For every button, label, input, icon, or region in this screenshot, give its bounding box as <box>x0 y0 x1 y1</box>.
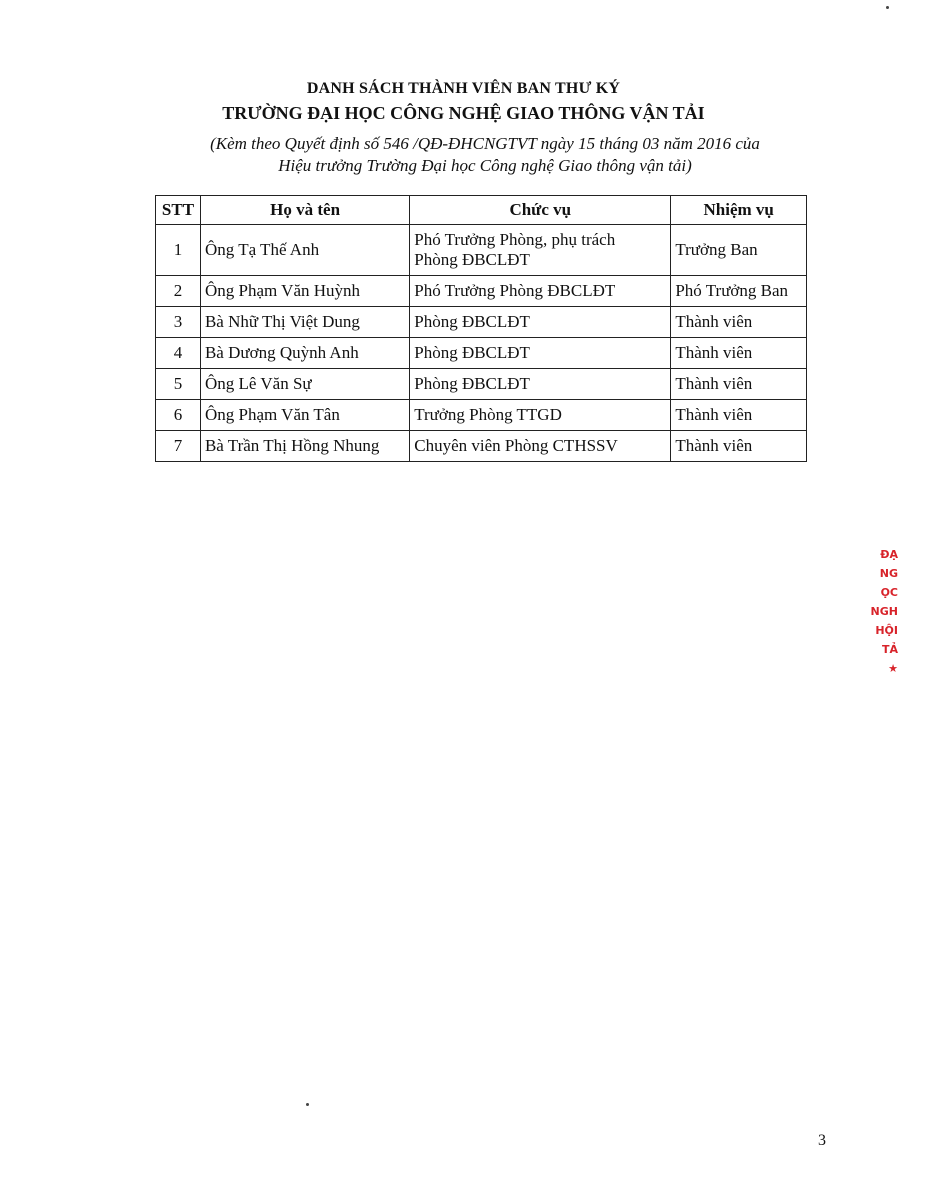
cell-name: Ông Phạm Văn Huỳnh <box>200 276 409 307</box>
cell-name: Bà Dương Quỳnh Anh <box>200 338 409 369</box>
table-row <box>156 307 807 338</box>
cell-duty: Thành viên <box>671 307 807 338</box>
cell-position: Trưởng Phòng TTGD <box>410 400 671 431</box>
header-name: Họ và tên <box>200 196 409 225</box>
cell-stt: 4 <box>156 338 201 369</box>
table-row <box>156 338 807 369</box>
cell-stt: 2 <box>156 276 201 307</box>
cell-duty: Trưởng Ban <box>671 225 807 276</box>
stamp-text: HỘI <box>875 624 898 637</box>
stamp-text: NGH <box>870 605 898 618</box>
cell-name: Ông Lê Văn Sự <box>200 369 409 400</box>
members-table <box>155 195 807 462</box>
cell-name: Ông Tạ Thế Anh <box>200 225 409 276</box>
table-row <box>156 400 807 431</box>
document-title-line1: DANH SÁCH THÀNH VIÊN BAN THƯ KÝ <box>306 80 621 97</box>
subtitle-line1: (Kèm theo Quyết định số 546 /QĐ-ĐHCNGTVT ngày 15 tháng 03 năm 2016 của <box>210 134 760 153</box>
cell-stt: 1 <box>156 225 201 276</box>
cell-position <box>410 225 671 276</box>
cell-name: Bà Trần Thị Hồng Nhung <box>200 431 409 462</box>
stamp-text: TẢ <box>881 643 898 656</box>
cell-position: Phòng ĐBCLĐT <box>410 338 671 369</box>
scan-speck <box>306 1103 309 1106</box>
cell-duty: Thành viên <box>671 431 807 462</box>
cell-position: Phòng ĐBCLĐT <box>410 369 671 400</box>
cell-duty: Thành viên <box>671 400 807 431</box>
stamp-text: NG <box>879 567 898 580</box>
stamp-text: ỌC <box>880 586 898 599</box>
table-row <box>156 225 807 276</box>
page-number: 3 <box>818 1132 826 1149</box>
subtitle-line2: Hiệu trưởng Trường Đại học Công nghệ Giao thông vận tải) <box>278 156 692 175</box>
document-subtitle <box>0 133 927 177</box>
cell-stt: 5 <box>156 369 201 400</box>
cell-position-line2: Phòng ĐBCLĐT <box>414 250 530 269</box>
cell-stt: 6 <box>156 400 201 431</box>
cell-stt: 7 <box>156 431 201 462</box>
cell-duty: Phó Trưởng Ban <box>671 276 807 307</box>
stamp-star-icon: ★ <box>888 662 898 675</box>
scan-speck <box>886 6 889 9</box>
table-row <box>156 369 807 400</box>
red-stamp-fragment <box>848 545 898 695</box>
cell-name: Bà Nhữ Thị Việt Dung <box>200 307 409 338</box>
table-header-row <box>156 196 807 225</box>
document-title-line2: TRƯỜNG ĐẠI HỌC CÔNG NGHỆ GIAO THÔNG VẬN TẢI <box>222 103 705 123</box>
cell-duty: Thành viên <box>671 338 807 369</box>
header-duty: Nhiệm vụ <box>671 196 807 225</box>
cell-position: Chuyên viên Phòng CTHSSV <box>410 431 671 462</box>
table-row <box>156 276 807 307</box>
cell-stt: 3 <box>156 307 201 338</box>
header-stt: STT <box>156 196 201 225</box>
cell-name: Ông Phạm Văn Tân <box>200 400 409 431</box>
cell-position: Phó Trưởng Phòng ĐBCLĐT <box>410 276 671 307</box>
table-row <box>156 431 807 462</box>
cell-position: Phòng ĐBCLĐT <box>410 307 671 338</box>
header-position: Chức vụ <box>410 196 671 225</box>
cell-duty: Thành viên <box>671 369 807 400</box>
cell-position-line1: Phó Trưởng Phòng, phụ trách <box>414 230 616 249</box>
stamp-text: ĐẠ <box>880 548 898 561</box>
